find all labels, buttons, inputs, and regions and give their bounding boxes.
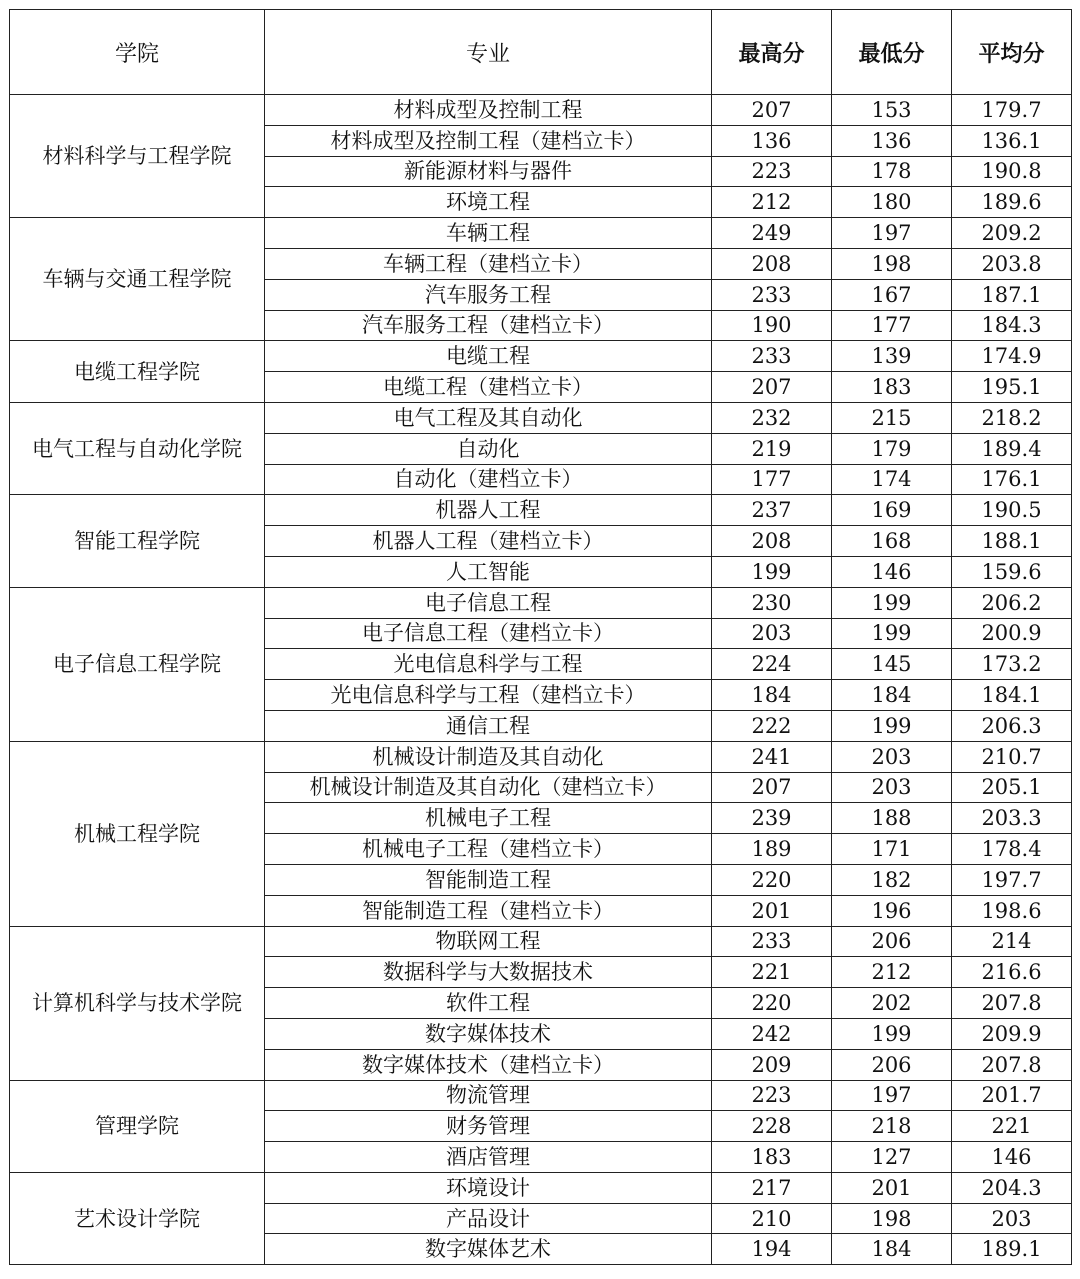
major-name-cell: 机械设计制造及其自动化（建档立卡） bbox=[265, 772, 712, 803]
college-name-cell: 材料科学与工程学院 bbox=[10, 95, 265, 218]
major-name-cell: 智能制造工程（建档立卡） bbox=[265, 895, 712, 926]
avg-score-cell: 218.2 bbox=[952, 402, 1072, 433]
major-name-cell: 自动化（建档立卡） bbox=[265, 464, 712, 495]
max-score-cell: 208 bbox=[712, 248, 832, 279]
avg-score-cell: 190.8 bbox=[952, 156, 1072, 187]
avg-score-cell: 203 bbox=[952, 1203, 1072, 1234]
header-max-score: 最高分 bbox=[712, 10, 832, 95]
min-score-cell: 203 bbox=[832, 741, 952, 772]
header-major: 专业 bbox=[265, 10, 712, 95]
min-score-cell: 171 bbox=[832, 834, 952, 865]
major-name-cell: 车辆工程（建档立卡） bbox=[265, 248, 712, 279]
min-score-cell: 183 bbox=[832, 372, 952, 403]
min-score-cell: 139 bbox=[832, 341, 952, 372]
college-name-cell: 计算机科学与技术学院 bbox=[10, 926, 265, 1080]
avg-score-cell: 210.7 bbox=[952, 741, 1072, 772]
avg-score-cell: 207.8 bbox=[952, 988, 1072, 1019]
min-score-cell: 153 bbox=[832, 95, 952, 126]
max-score-cell: 232 bbox=[712, 402, 832, 433]
avg-score-cell: 174.9 bbox=[952, 341, 1072, 372]
avg-score-cell: 188.1 bbox=[952, 526, 1072, 557]
college-name-cell: 电气工程与自动化学院 bbox=[10, 402, 265, 494]
major-name-cell: 数字媒体艺术 bbox=[265, 1234, 712, 1265]
max-score-cell: 220 bbox=[712, 988, 832, 1019]
min-score-cell: 215 bbox=[832, 402, 952, 433]
max-score-cell: 220 bbox=[712, 864, 832, 895]
college-name-cell: 智能工程学院 bbox=[10, 495, 265, 587]
major-name-cell: 汽车服务工程（建档立卡） bbox=[265, 310, 712, 341]
min-score-cell: 182 bbox=[832, 864, 952, 895]
max-score-cell: 228 bbox=[712, 1111, 832, 1142]
max-score-cell: 209 bbox=[712, 1049, 832, 1080]
avg-score-cell: 209.9 bbox=[952, 1018, 1072, 1049]
major-name-cell: 机械电子工程（建档立卡） bbox=[265, 834, 712, 865]
avg-score-cell: 184.3 bbox=[952, 310, 1072, 341]
max-score-cell: 233 bbox=[712, 341, 832, 372]
avg-score-cell: 221 bbox=[952, 1111, 1072, 1142]
table-row bbox=[10, 587, 1072, 618]
max-score-cell: 237 bbox=[712, 495, 832, 526]
table-row bbox=[10, 218, 1072, 249]
major-name-cell: 财务管理 bbox=[265, 1111, 712, 1142]
avg-score-cell: 184.1 bbox=[952, 680, 1072, 711]
avg-score-cell: 203.8 bbox=[952, 248, 1072, 279]
major-name-cell: 环境工程 bbox=[265, 187, 712, 218]
max-score-cell: 233 bbox=[712, 279, 832, 310]
table-row bbox=[10, 926, 1072, 957]
major-name-cell: 电子信息工程 bbox=[265, 587, 712, 618]
header-avg-score: 平均分 bbox=[952, 10, 1072, 95]
avg-score-cell: 207.8 bbox=[952, 1049, 1072, 1080]
min-score-cell: 184 bbox=[832, 1234, 952, 1265]
min-score-cell: 198 bbox=[832, 1203, 952, 1234]
major-name-cell: 材料成型及控制工程 bbox=[265, 95, 712, 126]
avg-score-cell: 198.6 bbox=[952, 895, 1072, 926]
major-name-cell: 通信工程 bbox=[265, 710, 712, 741]
table-row bbox=[10, 1172, 1072, 1203]
college-name-cell: 电缆工程学院 bbox=[10, 341, 265, 403]
max-score-cell: 233 bbox=[712, 926, 832, 957]
min-score-cell: 127 bbox=[832, 1142, 952, 1173]
min-score-cell: 188 bbox=[832, 803, 952, 834]
min-score-cell: 206 bbox=[832, 1049, 952, 1080]
table-row bbox=[10, 1080, 1072, 1111]
avg-score-cell: 159.6 bbox=[952, 556, 1072, 587]
max-score-cell: 249 bbox=[712, 218, 832, 249]
max-score-cell: 177 bbox=[712, 464, 832, 495]
major-name-cell: 电子信息工程（建档立卡） bbox=[265, 618, 712, 649]
max-score-cell: 222 bbox=[712, 710, 832, 741]
min-score-cell: 197 bbox=[832, 1080, 952, 1111]
major-name-cell: 机械电子工程 bbox=[265, 803, 712, 834]
major-name-cell: 产品设计 bbox=[265, 1203, 712, 1234]
max-score-cell: 207 bbox=[712, 772, 832, 803]
major-name-cell: 人工智能 bbox=[265, 556, 712, 587]
header-college: 学院 bbox=[10, 10, 265, 95]
max-score-cell: 190 bbox=[712, 310, 832, 341]
min-score-cell: 174 bbox=[832, 464, 952, 495]
college-name-cell: 管理学院 bbox=[10, 1080, 265, 1172]
college-name-cell: 车辆与交通工程学院 bbox=[10, 218, 265, 341]
major-name-cell: 数字媒体技术（建档立卡） bbox=[265, 1049, 712, 1080]
avg-score-cell: 216.6 bbox=[952, 957, 1072, 988]
avg-score-cell: 200.9 bbox=[952, 618, 1072, 649]
avg-score-cell: 190.5 bbox=[952, 495, 1072, 526]
table-row bbox=[10, 341, 1072, 372]
max-score-cell: 217 bbox=[712, 1172, 832, 1203]
avg-score-cell: 189.1 bbox=[952, 1234, 1072, 1265]
min-score-cell: 199 bbox=[832, 710, 952, 741]
max-score-cell: 230 bbox=[712, 587, 832, 618]
avg-score-cell: 189.4 bbox=[952, 433, 1072, 464]
major-name-cell: 材料成型及控制工程（建档立卡） bbox=[265, 125, 712, 156]
major-name-cell: 物联网工程 bbox=[265, 926, 712, 957]
major-name-cell: 环境设计 bbox=[265, 1172, 712, 1203]
min-score-cell: 136 bbox=[832, 125, 952, 156]
college-name-cell: 艺术设计学院 bbox=[10, 1172, 265, 1264]
major-name-cell: 物流管理 bbox=[265, 1080, 712, 1111]
avg-score-cell: 179.7 bbox=[952, 95, 1072, 126]
avg-score-cell: 176.1 bbox=[952, 464, 1072, 495]
table-row bbox=[10, 495, 1072, 526]
avg-score-cell: 204.3 bbox=[952, 1172, 1072, 1203]
avg-score-cell: 189.6 bbox=[952, 187, 1072, 218]
major-name-cell: 车辆工程 bbox=[265, 218, 712, 249]
max-score-cell: 208 bbox=[712, 526, 832, 557]
min-score-cell: 206 bbox=[832, 926, 952, 957]
max-score-cell: 223 bbox=[712, 1080, 832, 1111]
max-score-cell: 184 bbox=[712, 680, 832, 711]
avg-score-cell: 206.2 bbox=[952, 587, 1072, 618]
max-score-cell: 136 bbox=[712, 125, 832, 156]
min-score-cell: 199 bbox=[832, 1018, 952, 1049]
max-score-cell: 207 bbox=[712, 95, 832, 126]
major-name-cell: 数字媒体技术 bbox=[265, 1018, 712, 1049]
table-row bbox=[10, 741, 1072, 772]
table-body bbox=[10, 95, 1072, 1265]
major-name-cell: 酒店管理 bbox=[265, 1142, 712, 1173]
college-name-cell: 机械工程学院 bbox=[10, 741, 265, 926]
min-score-cell: 184 bbox=[832, 680, 952, 711]
header-min-score: 最低分 bbox=[832, 10, 952, 95]
avg-score-cell: 187.1 bbox=[952, 279, 1072, 310]
max-score-cell: 203 bbox=[712, 618, 832, 649]
max-score-cell: 183 bbox=[712, 1142, 832, 1173]
avg-score-cell: 173.2 bbox=[952, 649, 1072, 680]
max-score-cell: 207 bbox=[712, 372, 832, 403]
max-score-cell: 201 bbox=[712, 895, 832, 926]
min-score-cell: 212 bbox=[832, 957, 952, 988]
min-score-cell: 199 bbox=[832, 618, 952, 649]
min-score-cell: 145 bbox=[832, 649, 952, 680]
min-score-cell: 167 bbox=[832, 279, 952, 310]
max-score-cell: 212 bbox=[712, 187, 832, 218]
major-name-cell: 机械设计制造及其自动化 bbox=[265, 741, 712, 772]
max-score-cell: 242 bbox=[712, 1018, 832, 1049]
min-score-cell: 178 bbox=[832, 156, 952, 187]
avg-score-cell: 195.1 bbox=[952, 372, 1072, 403]
max-score-cell: 224 bbox=[712, 649, 832, 680]
min-score-cell: 180 bbox=[832, 187, 952, 218]
major-name-cell: 机器人工程 bbox=[265, 495, 712, 526]
min-score-cell: 196 bbox=[832, 895, 952, 926]
min-score-cell: 177 bbox=[832, 310, 952, 341]
min-score-cell: 168 bbox=[832, 526, 952, 557]
avg-score-cell: 209.2 bbox=[952, 218, 1072, 249]
min-score-cell: 169 bbox=[832, 495, 952, 526]
table-row bbox=[10, 402, 1072, 433]
max-score-cell: 223 bbox=[712, 156, 832, 187]
min-score-cell: 201 bbox=[832, 1172, 952, 1203]
max-score-cell: 239 bbox=[712, 803, 832, 834]
min-score-cell: 199 bbox=[832, 587, 952, 618]
avg-score-cell: 136.1 bbox=[952, 125, 1072, 156]
major-name-cell: 自动化 bbox=[265, 433, 712, 464]
min-score-cell: 202 bbox=[832, 988, 952, 1019]
major-name-cell: 智能制造工程 bbox=[265, 864, 712, 895]
avg-score-cell: 201.7 bbox=[952, 1080, 1072, 1111]
avg-score-cell: 178.4 bbox=[952, 834, 1072, 865]
min-score-cell: 218 bbox=[832, 1111, 952, 1142]
min-score-cell: 146 bbox=[832, 556, 952, 587]
major-name-cell: 新能源材料与器件 bbox=[265, 156, 712, 187]
min-score-cell: 179 bbox=[832, 433, 952, 464]
major-name-cell: 光电信息科学与工程（建档立卡） bbox=[265, 680, 712, 711]
max-score-cell: 241 bbox=[712, 741, 832, 772]
max-score-cell: 199 bbox=[712, 556, 832, 587]
major-name-cell: 电气工程及其自动化 bbox=[265, 402, 712, 433]
major-name-cell: 汽车服务工程 bbox=[265, 279, 712, 310]
major-name-cell: 电缆工程（建档立卡） bbox=[265, 372, 712, 403]
max-score-cell: 189 bbox=[712, 834, 832, 865]
major-name-cell: 光电信息科学与工程 bbox=[265, 649, 712, 680]
max-score-cell: 210 bbox=[712, 1203, 832, 1234]
score-table bbox=[9, 9, 1072, 1265]
max-score-cell: 219 bbox=[712, 433, 832, 464]
major-name-cell: 数据科学与大数据技术 bbox=[265, 957, 712, 988]
header-row bbox=[10, 10, 1072, 95]
min-score-cell: 198 bbox=[832, 248, 952, 279]
min-score-cell: 197 bbox=[832, 218, 952, 249]
major-name-cell: 电缆工程 bbox=[265, 341, 712, 372]
avg-score-cell: 197.7 bbox=[952, 864, 1072, 895]
min-score-cell: 203 bbox=[832, 772, 952, 803]
major-name-cell: 软件工程 bbox=[265, 988, 712, 1019]
college-name-cell: 电子信息工程学院 bbox=[10, 587, 265, 741]
avg-score-cell: 214 bbox=[952, 926, 1072, 957]
table-row bbox=[10, 95, 1072, 126]
max-score-cell: 194 bbox=[712, 1234, 832, 1265]
avg-score-cell: 205.1 bbox=[952, 772, 1072, 803]
avg-score-cell: 206.3 bbox=[952, 710, 1072, 741]
avg-score-cell: 146 bbox=[952, 1142, 1072, 1173]
avg-score-cell: 203.3 bbox=[952, 803, 1072, 834]
max-score-cell: 221 bbox=[712, 957, 832, 988]
major-name-cell: 机器人工程（建档立卡） bbox=[265, 526, 712, 557]
